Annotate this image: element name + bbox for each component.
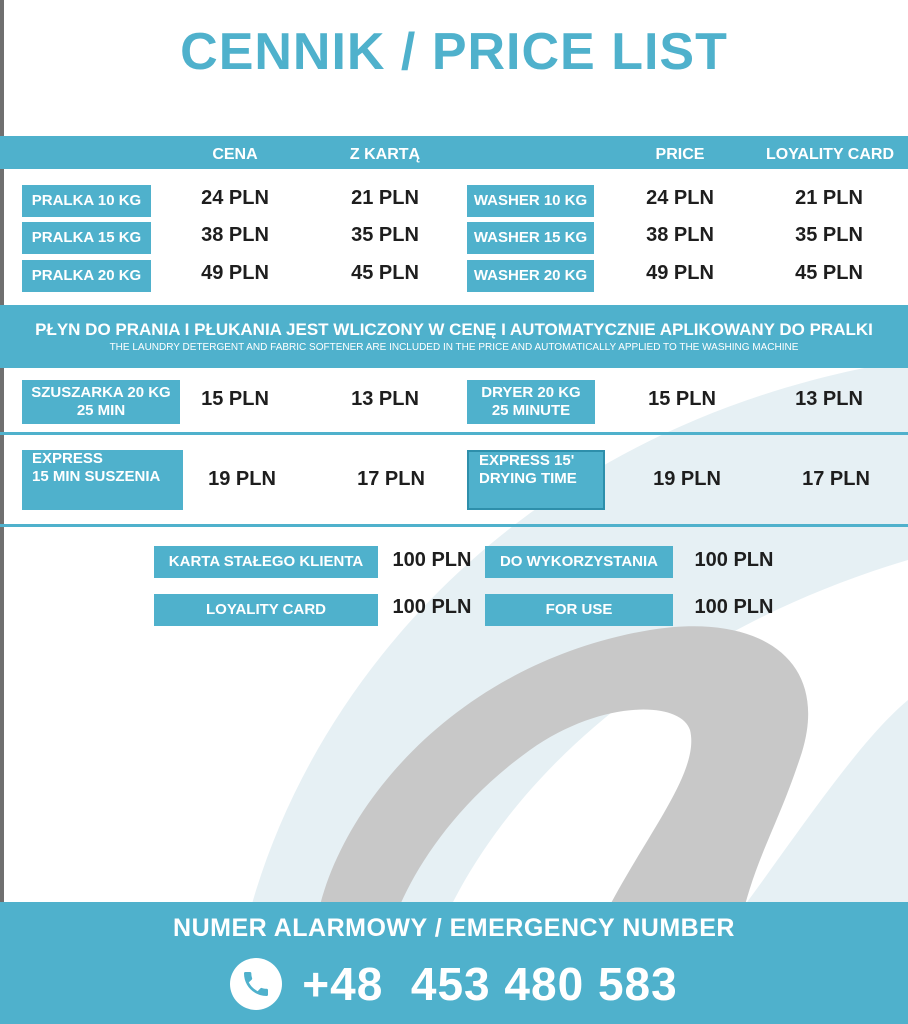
express-card-price-pl: 17 PLN <box>357 468 425 490</box>
washer-card-price-en: 35 PLN <box>795 224 863 246</box>
section-divider <box>0 432 908 435</box>
page-title: CENNIK / PRICE LIST <box>180 23 728 81</box>
dryer-label-pl-line1: SZUSZARKA 20 KG <box>31 384 171 401</box>
emergency-phone-row <box>0 952 908 1016</box>
express-card-price-en: 17 PLN <box>802 468 870 490</box>
washer-label-pl: PRALKA 20 KG <box>22 260 151 292</box>
washer-card-price-pl: 45 PLN <box>351 262 419 284</box>
dryer-label-en-line1: DRYER 20 KG <box>481 384 581 401</box>
washer-price-en: 24 PLN <box>646 187 714 209</box>
express-price-en: 19 PLN <box>653 468 721 490</box>
header-z-karta: Z KARTĄ <box>349 146 421 163</box>
washer-card-price-en: 45 PLN <box>795 262 863 284</box>
dryer-price-pl: 15 PLN <box>201 388 269 410</box>
loyalty-card-label-en: LOYALITY CARD <box>154 594 378 626</box>
washer-label-pl: PRALKA 10 KG <box>22 185 151 217</box>
loyalty-card-use-value-en: 100 PLN <box>694 596 774 618</box>
emergency-title: NUMER ALARMOWY / EMERGENCY NUMBER <box>173 914 735 942</box>
header-price: PRICE <box>655 146 705 163</box>
washer-price-pl: 24 PLN <box>201 187 269 209</box>
loyalty-card-label-pl: KARTA STAŁEGO KLIENTA <box>154 546 378 578</box>
washer-price-pl: 38 PLN <box>201 224 269 246</box>
dryer-label-en-line2: 25 MINUTE <box>491 402 571 419</box>
washer-price-en: 49 PLN <box>646 262 714 284</box>
washer-card-price-pl: 21 PLN <box>351 187 419 209</box>
express-label-pl-line2: 15 MIN SUSZENIA <box>32 468 161 485</box>
washer-price-pl: 49 PLN <box>201 262 269 284</box>
express-label-pl-line1: EXPRESS <box>32 450 103 467</box>
dryer-card-price-en: 13 PLN <box>795 388 863 410</box>
washer-label-pl: PRALKA 15 KG <box>22 222 151 254</box>
section-divider <box>0 524 908 527</box>
loyalty-card-value-en: 100 PLN <box>392 596 472 618</box>
loyalty-card-use-label-pl: DO WYKORZYSTANIA <box>485 546 673 578</box>
loyalty-card-use-label-en: FOR USE <box>485 594 673 626</box>
express-label-pl <box>22 450 183 510</box>
emergency-phone-number: +48 453 480 583 <box>302 958 678 1010</box>
detergent-notice-pl: PŁYN DO PRANIA I PŁUKANIA JEST WLICZONY W CENĘ I AUTOMATYCZNIE APLIKOWANY DO PRALKI <box>35 320 873 339</box>
loyalty-card-use-value-pl: 100 PLN <box>694 549 774 571</box>
dryer-label-pl-line2: 25 MIN <box>76 402 126 419</box>
dryer-price-en: 15 PLN <box>648 388 716 410</box>
express-label-en-line1: EXPRESS 15' <box>479 452 575 469</box>
header-loyality-card: LOYALITY CARD <box>765 146 894 163</box>
washer-card-price-pl: 35 PLN <box>351 224 419 246</box>
express-label-en <box>467 450 605 510</box>
header-cena: CENA <box>212 146 258 163</box>
loyalty-card-value-pl: 100 PLN <box>392 549 472 571</box>
phone-icon <box>230 958 282 1010</box>
washer-label-en: WASHER 15 KG <box>467 222 594 254</box>
dryer-label-pl <box>22 380 180 424</box>
dryer-label-en <box>467 380 595 424</box>
express-label-en-line2: DRYING TIME <box>479 470 577 487</box>
dryer-card-price-pl: 13 PLN <box>351 388 419 410</box>
washer-label-en: WASHER 20 KG <box>467 260 594 292</box>
washer-card-price-en: 21 PLN <box>795 187 863 209</box>
detergent-notice-en: THE LAUNDRY DETERGENT AND FABRIC SOFTENER ARE INCLUDED IN THE PRICE AND AUTOMATICALLY APPLIED TO THE WASHING MACHINE <box>109 342 799 353</box>
express-price-pl: 19 PLN <box>208 468 276 490</box>
washer-label-en: WASHER 10 KG <box>467 185 594 217</box>
washer-price-en: 38 PLN <box>646 224 714 246</box>
